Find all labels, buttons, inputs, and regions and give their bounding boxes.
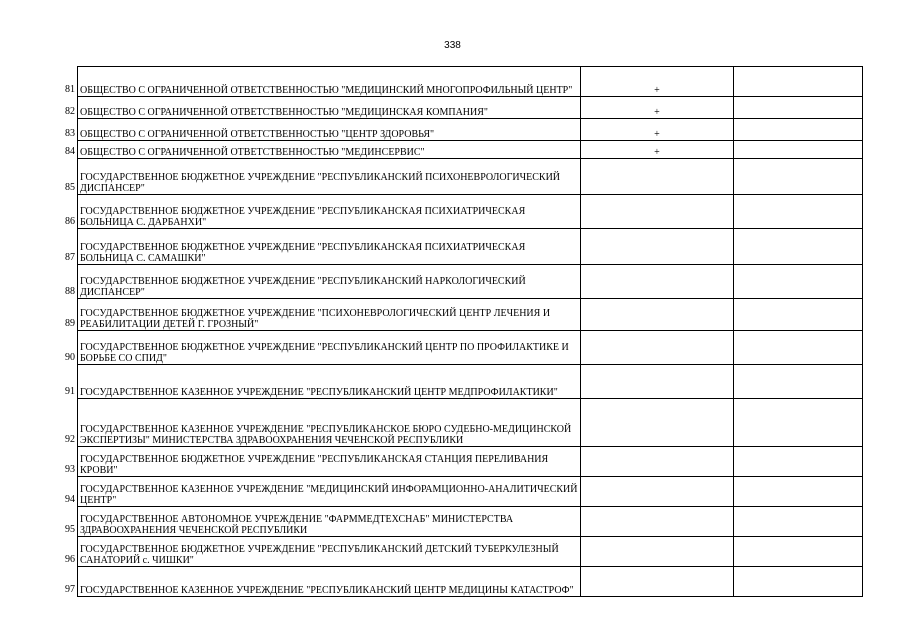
table-row — [78, 447, 863, 477]
mark-cell — [581, 477, 734, 507]
registry-table-body — [65, 67, 863, 597]
table-row — [78, 229, 863, 265]
organization-name: ГОСУДАРСТВЕННОЕ БЮДЖЕТНОЕ УЧРЕЖДЕНИЕ "РЕСПУБЛИКАНСКИЙ ПСИХОНЕВРОЛОГИЧЕСКИЙ ДИСПАНСЕР" — [78, 159, 581, 195]
mark-cell — [581, 447, 734, 477]
empty-cell — [734, 97, 863, 119]
row-number-text: 88 — [65, 286, 75, 297]
mark-cell — [581, 229, 734, 265]
registry-table — [65, 66, 863, 597]
mark-cell — [581, 265, 734, 299]
row-number-text: 95 — [65, 524, 75, 535]
empty-cell — [734, 265, 863, 299]
table-row — [78, 265, 863, 299]
row-number-text: 91 — [65, 386, 75, 397]
table-row — [78, 299, 863, 331]
mark-cell — [581, 567, 734, 597]
table-row — [78, 399, 863, 447]
organization-name: ГОСУДАРСТВЕННОЕ БЮДЖЕТНОЕ УЧРЕЖДЕНИЕ "РЕСПУБЛИКАНСКАЯ ПСИХИАТРИЧЕСКАЯ БОЛЬНИЦА С. ДАРБАНХИ" — [78, 195, 581, 229]
mark-cell — [581, 537, 734, 567]
organization-name: ОБЩЕСТВО С ОГРАНИЧЕННОЙ ОТВЕТСТВЕННОСТЬЮ "ЦЕНТР ЗДОРОВЬЯ" — [78, 119, 581, 141]
empty-cell — [734, 477, 863, 507]
row-number-text: 94 — [65, 494, 75, 505]
table-row — [78, 537, 863, 567]
empty-cell — [734, 195, 863, 229]
mark-cell — [581, 331, 734, 365]
empty-cell — [734, 299, 863, 331]
organization-name: ГОСУДАРСТВЕННОЕ КАЗЕННОЕ УЧРЕЖДЕНИЕ "МЕДИЦИНСКИЙ ИНФОРАМЦИОННО-АНАЛИТИЧЕСКИЙ ЦЕНТР" — [78, 477, 581, 507]
row-number-text: 81 — [65, 84, 75, 95]
mark-cell — [581, 159, 734, 195]
empty-cell — [734, 567, 863, 597]
table-row — [78, 567, 863, 597]
organization-name: ГОСУДАРСТВЕННОЕ БЮДЖЕТНОЕ УЧРЕЖДЕНИЕ "РЕСПУБЛИКАНСКАЯ СТАНЦИЯ ПЕРЕЛИВАНИЯ КРОВИ" — [78, 447, 581, 477]
mark-cell: + — [581, 141, 734, 159]
organization-name: ГОСУДАРСТВЕННОЕ КАЗЕННОЕ УЧРЕЖДЕНИЕ "РЕСПУБЛИКАНСКОЕ БЮРО СУДЕБНО-МЕДИЦИНСКОЙ ЭКСПЕРТИЗЫ" МИНИСТЕРСТВА ЗДРАВООХРАНЕНИЯ ЧЕЧЕНСКОЙ РЕСПУБЛИКИ — [78, 399, 581, 447]
page-number: 338 — [444, 40, 461, 51]
mark-cell: + — [581, 97, 734, 119]
organization-name: ГОСУДАРСТВЕННОЕ КАЗЕННОЕ УЧРЕЖДЕНИЕ "РЕСПУБЛИКАНСКИЙ ЦЕНТР МЕДПРОФИЛАКТИКИ" — [78, 365, 581, 399]
organization-name: ГОСУДАРСТВЕННОЕ БЮДЖЕТНОЕ УЧРЕЖДЕНИЕ "РЕСПУБЛИКАНСКИЙ ДЕТСКИЙ ТУБЕРКУЛЕЗНЫЙ САНАТОРИЙ с. ЧИШКИ" — [78, 537, 581, 567]
table-row — [78, 97, 863, 119]
row-number-text: 90 — [65, 352, 75, 363]
table-row — [78, 507, 863, 537]
organization-name: ГОСУДАРСТВЕННОЕ БЮДЖЕТНОЕ УЧРЕЖДЕНИЕ "РЕСПУБЛИКАНСКАЯ ПСИХИАТРИЧЕСКАЯ БОЛЬНИЦА С. САМАШКИ" — [78, 229, 581, 265]
row-number-text: 92 — [65, 434, 75, 445]
table-row — [78, 477, 863, 507]
organization-name: ОБЩЕСТВО С ОГРАНИЧЕННОЙ ОТВЕТСТВЕННОСТЬЮ "МЕДИЦИНСКАЯ КОМПАНИЯ" — [78, 97, 581, 119]
organization-name: ГОСУДАРСТВЕННОЕ БЮДЖЕТНОЕ УЧРЕЖДЕНИЕ "ПСИХОНЕВРОЛОГИЧЕСКИЙ ЦЕНТР ЛЕЧЕНИЯ И РЕАБИЛИТАЦИИ ДЕТЕЙ Г. ГРОЗНЫЙ" — [78, 299, 581, 331]
table-row — [78, 331, 863, 365]
empty-cell — [734, 159, 863, 195]
empty-cell — [734, 141, 863, 159]
row-number-text: 97 — [65, 584, 75, 595]
row-number-text: 82 — [65, 106, 75, 117]
row-number-text: 84 — [65, 146, 75, 157]
empty-cell — [734, 537, 863, 567]
empty-cell — [734, 365, 863, 399]
organization-name: ГОСУДАРСТВЕННОЕ КАЗЕННОЕ УЧРЕЖДЕНИЕ "РЕСПУБЛИКАНСКИЙ ЦЕНТР МЕДИЦИНЫ КАТАСТРОФ" — [78, 567, 581, 597]
organization-name: ГОСУДАРСТВЕННОЕ АВТОНОМНОЕ УЧРЕЖДЕНИЕ "ФАРММЕДТЕХСНАБ" МИНИСТЕРСТВА ЗДРАВООХРАНЕНИЯ ЧЕЧЕНСКОЙ РЕСПУБЛИКИ — [78, 507, 581, 537]
table-row — [78, 141, 863, 159]
mark-cell — [581, 299, 734, 331]
mark-cell — [581, 195, 734, 229]
organization-name: ОБЩЕСТВО С ОГРАНИЧЕННОЙ ОТВЕТСТВЕННОСТЬЮ "МЕДИЦИНСКИЙ МНОГОПРОФИЛЬНЫЙ ЦЕНТР" — [78, 67, 581, 97]
empty-cell — [734, 331, 863, 365]
empty-cell — [734, 229, 863, 265]
row-number-text: 93 — [65, 464, 75, 475]
empty-cell — [734, 119, 863, 141]
table-row — [78, 119, 863, 141]
row-number-text: 96 — [65, 554, 75, 565]
row-number-text: 87 — [65, 252, 75, 263]
table-row — [78, 365, 863, 399]
mark-cell: + — [581, 67, 734, 97]
table-row — [78, 195, 863, 229]
empty-cell — [734, 399, 863, 447]
table-row — [78, 67, 863, 97]
mark-cell — [581, 507, 734, 537]
organization-name: ГОСУДАРСТВЕННОЕ БЮДЖЕТНОЕ УЧРЕЖДЕНИЕ "РЕСПУБЛИКАНСКИЙ ЦЕНТР ПО ПРОФИЛАКТИКЕ И БОРЬБЕ СО СПИД" — [78, 331, 581, 365]
mark-cell — [581, 399, 734, 447]
empty-cell — [734, 447, 863, 477]
empty-cell — [734, 507, 863, 537]
row-number-text: 83 — [65, 128, 75, 139]
mark-cell — [581, 365, 734, 399]
empty-cell — [734, 67, 863, 97]
mark-cell: + — [581, 119, 734, 141]
row-number-text: 89 — [65, 318, 75, 329]
organization-name: ОБЩЕСТВО С ОГРАНИЧЕННОЙ ОТВЕТСТВЕННОСТЬЮ "МЕДИНСЕРВИС" — [78, 141, 581, 159]
table-row — [78, 159, 863, 195]
row-number-text: 85 — [65, 182, 75, 193]
row-number-text: 86 — [65, 216, 75, 227]
organization-name: ГОСУДАРСТВЕННОЕ БЮДЖЕТНОЕ УЧРЕЖДЕНИЕ "РЕСПУБЛИКАНСКИЙ НАРКОЛОГИЧЕСКИЙ ДИСПАНСЕР" — [78, 265, 581, 299]
